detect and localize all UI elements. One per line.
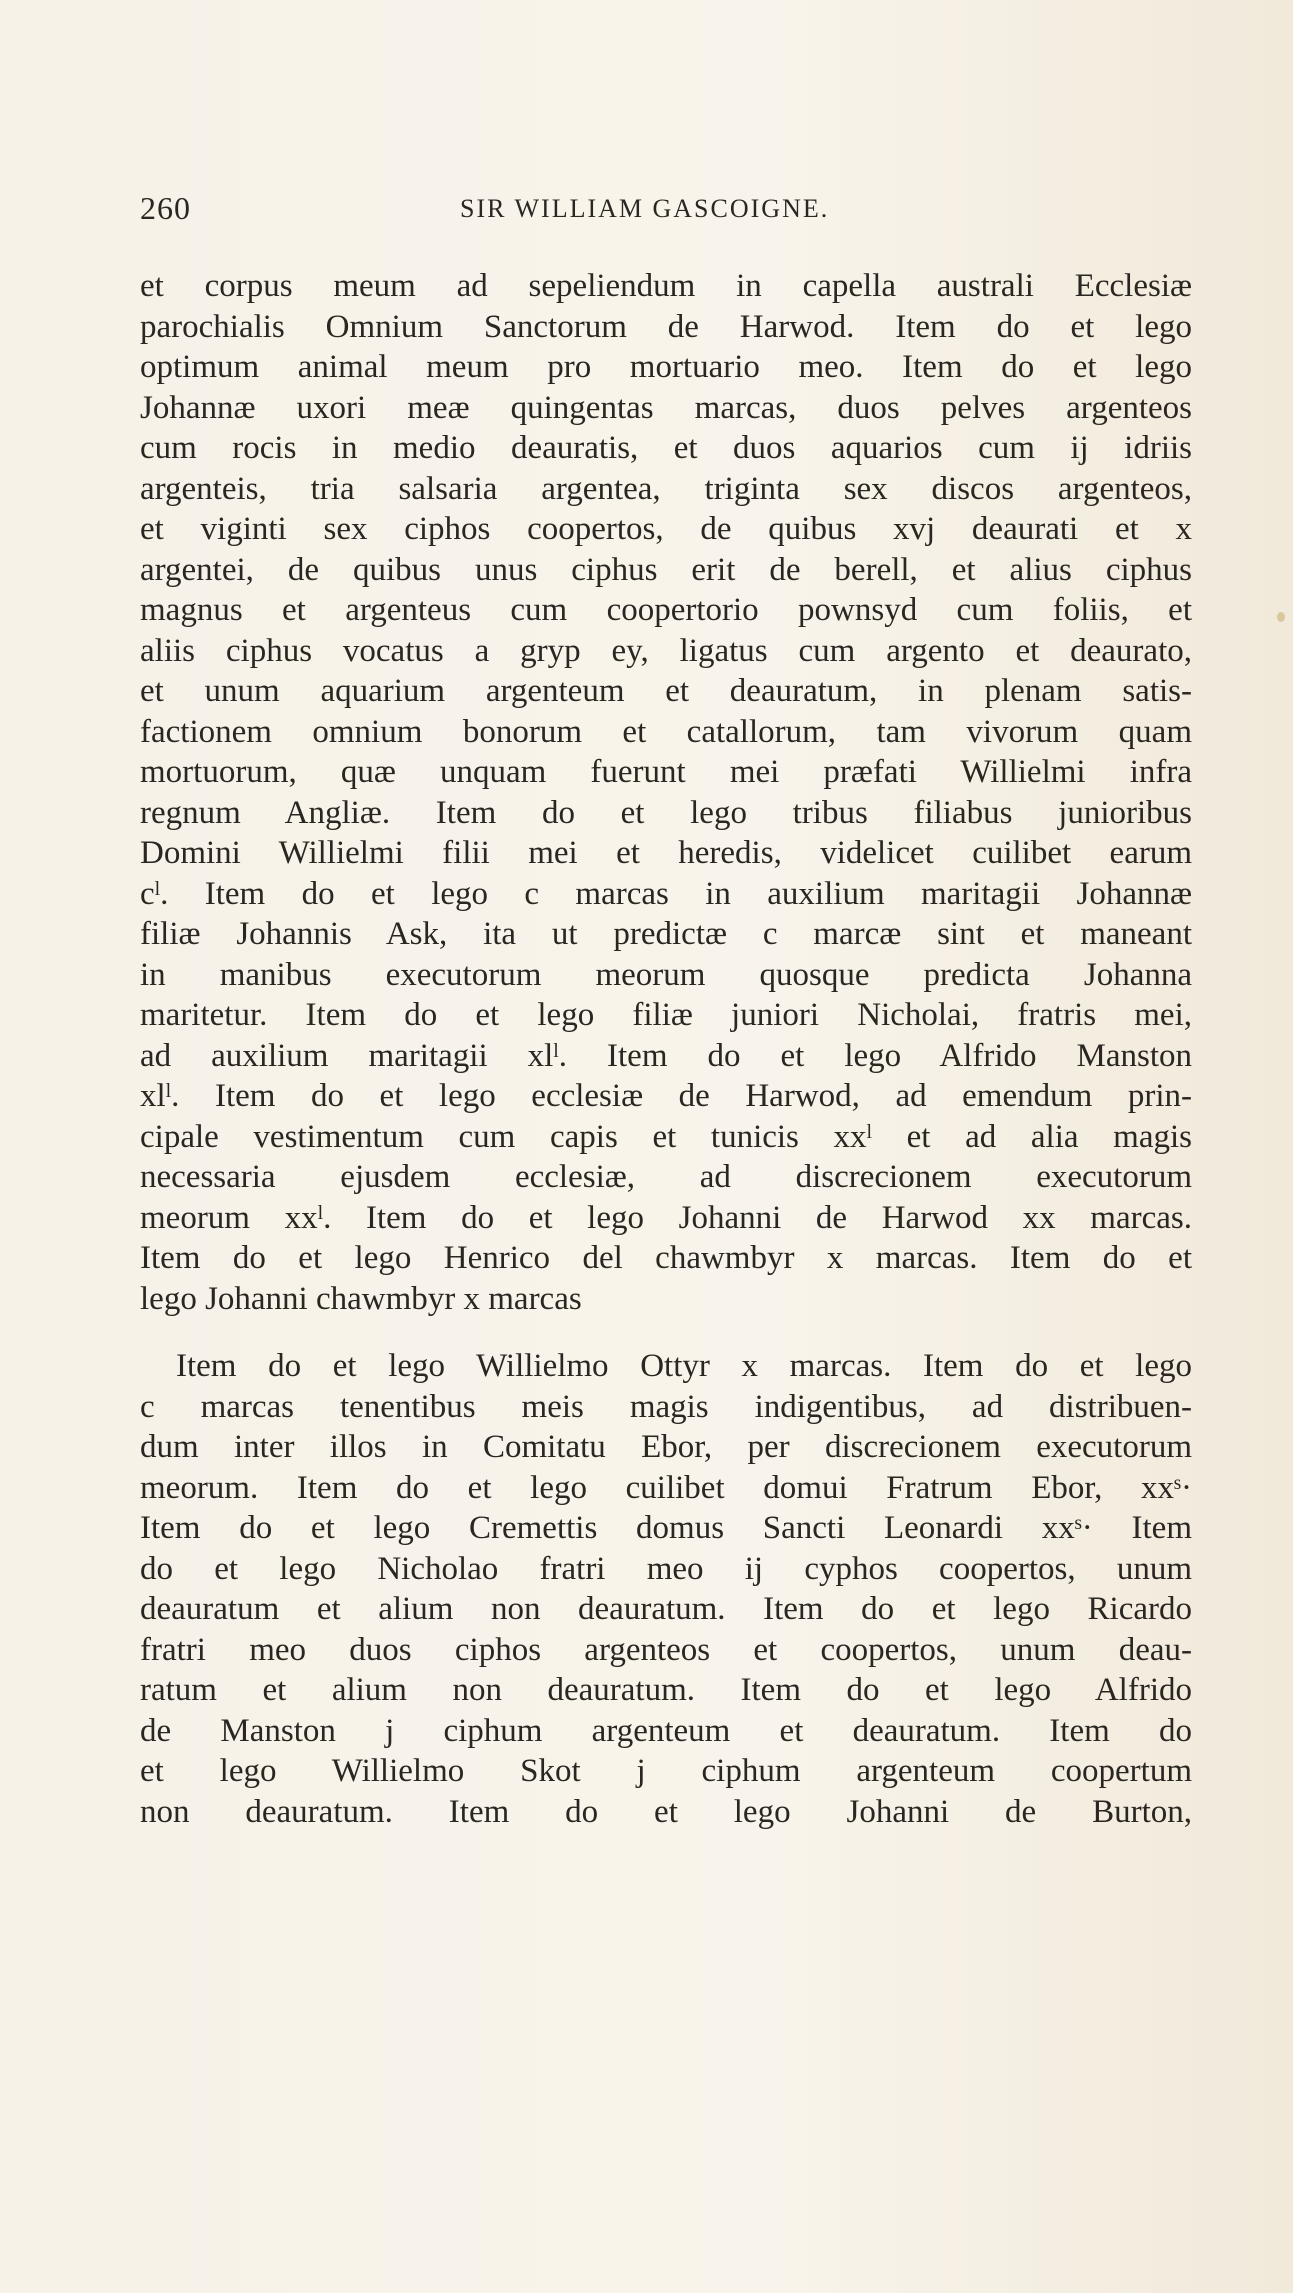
text-line: et unum aquarium argenteum et deauratum, in plenam satis-	[140, 673, 1192, 709]
text-line: dum inter illos in Comitatu Ebor, per discrecionem executorum	[140, 1429, 1192, 1465]
text-line: Domini Willielmi filii mei et heredis, videlicet cuilibet earum	[140, 835, 1192, 871]
page-number: 260	[140, 190, 191, 226]
text-line: necessaria ejusdem ecclesiæ, ad discrecionem executorum	[140, 1159, 1192, 1195]
text-line: do et lego Nicholao fratri meo ij cyphos coopertos, unum	[140, 1550, 1192, 1587]
text-line: parochialis Omnium Sanctorum de Harwod. Item do et lego	[140, 308, 1192, 345]
text-line: in manibus executorum meorum quosque predicta Johanna	[140, 956, 1192, 993]
text-line: de Manston j ciphum argenteum et deauratum. Item do	[140, 1712, 1192, 1749]
paragraph-1	[140, 266, 1192, 1319]
text-line: aliis ciphus vocatus a gryp ey, ligatus cum argento et deaurato,	[140, 632, 1192, 669]
running-title: SIR WILLIAM GASCOIGNE.	[460, 194, 830, 223]
text-line: cum rocis in medio deauratis, et duos aquarios cum ij idriis	[140, 430, 1192, 466]
text-line: et corpus meum ad sepeliendum in capella australi Ecclesiæ	[140, 268, 1192, 304]
text-line: ratum et alium non deauratum. Item do et lego Alfrido	[140, 1672, 1192, 1708]
text-line: Item do et lego Henrico del chawmbyr x marcas. Item do et	[140, 1240, 1192, 1276]
text-line: cˡ. Item do et lego c marcas in auxilium maritagii Johannæ	[140, 875, 1192, 912]
text-line: fratri meo duos ciphos argenteos et coopertos, unum deau-	[140, 1631, 1192, 1668]
text-line: magnus et argenteus cum coopertorio pownsyd cum foliis, et	[140, 592, 1192, 628]
text-line: et lego Willielmo Skot j ciphum argenteum coopertum	[140, 1753, 1192, 1789]
text-line: argentei, de quibus unus ciphus erit de berell, et alius ciphus	[140, 551, 1192, 588]
text-line: filiæ Johannis Ask, ita ut predictæ c marcæ sint et maneant	[140, 916, 1192, 952]
text-line: maritetur. Item do et lego filiæ juniori Nicholai, fratris mei,	[140, 997, 1192, 1033]
text-line: deauratum et alium non deauratum. Item do et lego Ricardo	[140, 1591, 1192, 1627]
text-line: xlˡ. Item do et lego ecclesiæ de Harwod, ad emendum prin-	[140, 1078, 1192, 1114]
paragraph-2	[140, 1346, 1192, 1832]
body-text	[140, 266, 1192, 1832]
text-line: lego Johanni chawmbyr x marcas	[140, 1280, 582, 1317]
text-line: Johannæ uxori meæ quingentas marcas, duos pelves argenteos	[140, 389, 1192, 426]
paper-spot	[1277, 612, 1285, 622]
text-line: meorum. Item do et lego cuilibet domui Fratrum Ebor, xxˢ·	[140, 1469, 1192, 1506]
text-line: factionem omnium bonorum et catallorum, tam vivorum quam	[140, 713, 1192, 750]
text-line: et viginti sex ciphos coopertos, de quibus xvj deaurati et x	[140, 511, 1192, 547]
text-line: non deauratum. Item do et lego Johanni de Burton,	[140, 1793, 1192, 1830]
text-line: c marcas tenentibus meis magis indigentibus, ad distribuen-	[140, 1388, 1192, 1425]
text-line: ad auxilium maritagii xlˡ. Item do et lego Alfrido Manston	[140, 1037, 1192, 1074]
text-line: mortuorum, quæ unquam fuerunt mei præfati Willielmi infra	[140, 754, 1192, 790]
text-line: argenteis, tria salsaria argentea, triginta sex discos argenteos,	[140, 470, 1192, 507]
text-line: optimum animal meum pro mortuario meo. Item do et lego	[140, 349, 1192, 385]
text-line: meorum xxˡ. Item do et lego Johanni de Harwod xx marcas.	[140, 1199, 1192, 1236]
page-header	[140, 190, 1200, 230]
text-line: regnum Angliæ. Item do et lego tribus filiabus junioribus	[140, 794, 1192, 831]
text-line: Item do et lego Willielmo Ottyr x marcas. Item do et lego	[176, 1348, 1192, 1384]
text-line: Item do et lego Cremettis domus Sancti Leonardi xxˢ· Item	[140, 1510, 1192, 1546]
text-line: cipale vestimentum cum capis et tunicis xxˡ et ad alia magis	[140, 1118, 1192, 1155]
paragraph-gap	[140, 1319, 1192, 1346]
